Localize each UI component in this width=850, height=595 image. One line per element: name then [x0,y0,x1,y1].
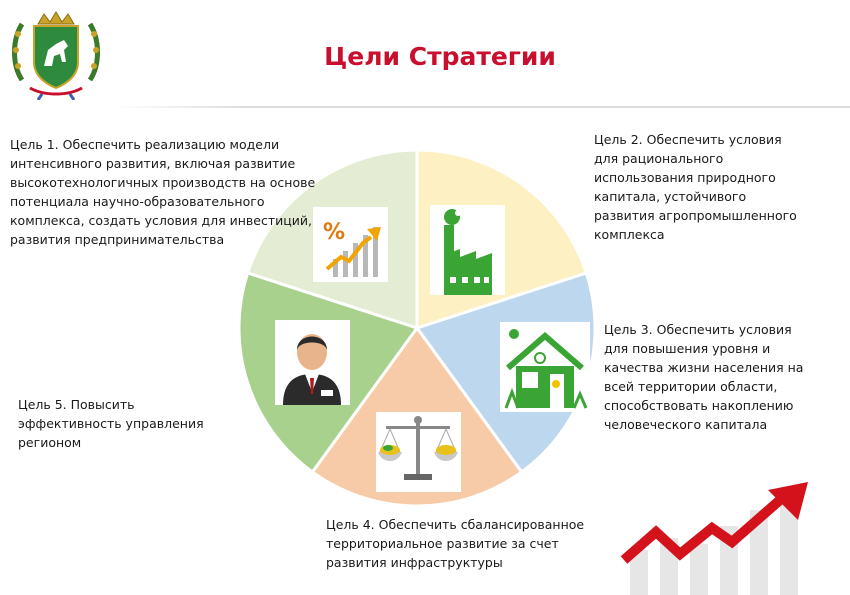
businessman-icon [275,320,350,405]
balance-scales-icon [376,412,461,492]
goal-4-text: Цель 4. Обеспечить сбалансированное территориальное развитие за счет развития инфраструктуры [326,517,585,570]
goal-2-text: Цель 2. Обеспечить условия для рационального использования природного капитала, устойчивого развития агропромышленного комплекса [594,132,797,242]
goal-3-text: Цель 3. Обеспечить условия для повышения уровня и качества жизни населения на всей территории области, способствовать накоплению человеческого капитала [604,322,804,432]
goal-5-text: Цель 5. Повысить эффективность управления регионом [18,397,204,450]
green-house-icon [500,322,590,412]
goal-1-text: Цель 1. Обеспечить реализацию модели интенсивного развития, включая развитие высокотехнологичных производств на основе потенциала научно-образовательного комплекса, создать условия для инвестиций, развития предпринимательства [10,137,316,247]
svg-text:%: % [323,220,346,245]
eco-factory-icon [430,205,505,295]
page-title: Цели Стратегии [324,42,556,71]
red-growth-arrow-icon [620,480,815,595]
percent-growth-chart-icon [313,207,388,282]
